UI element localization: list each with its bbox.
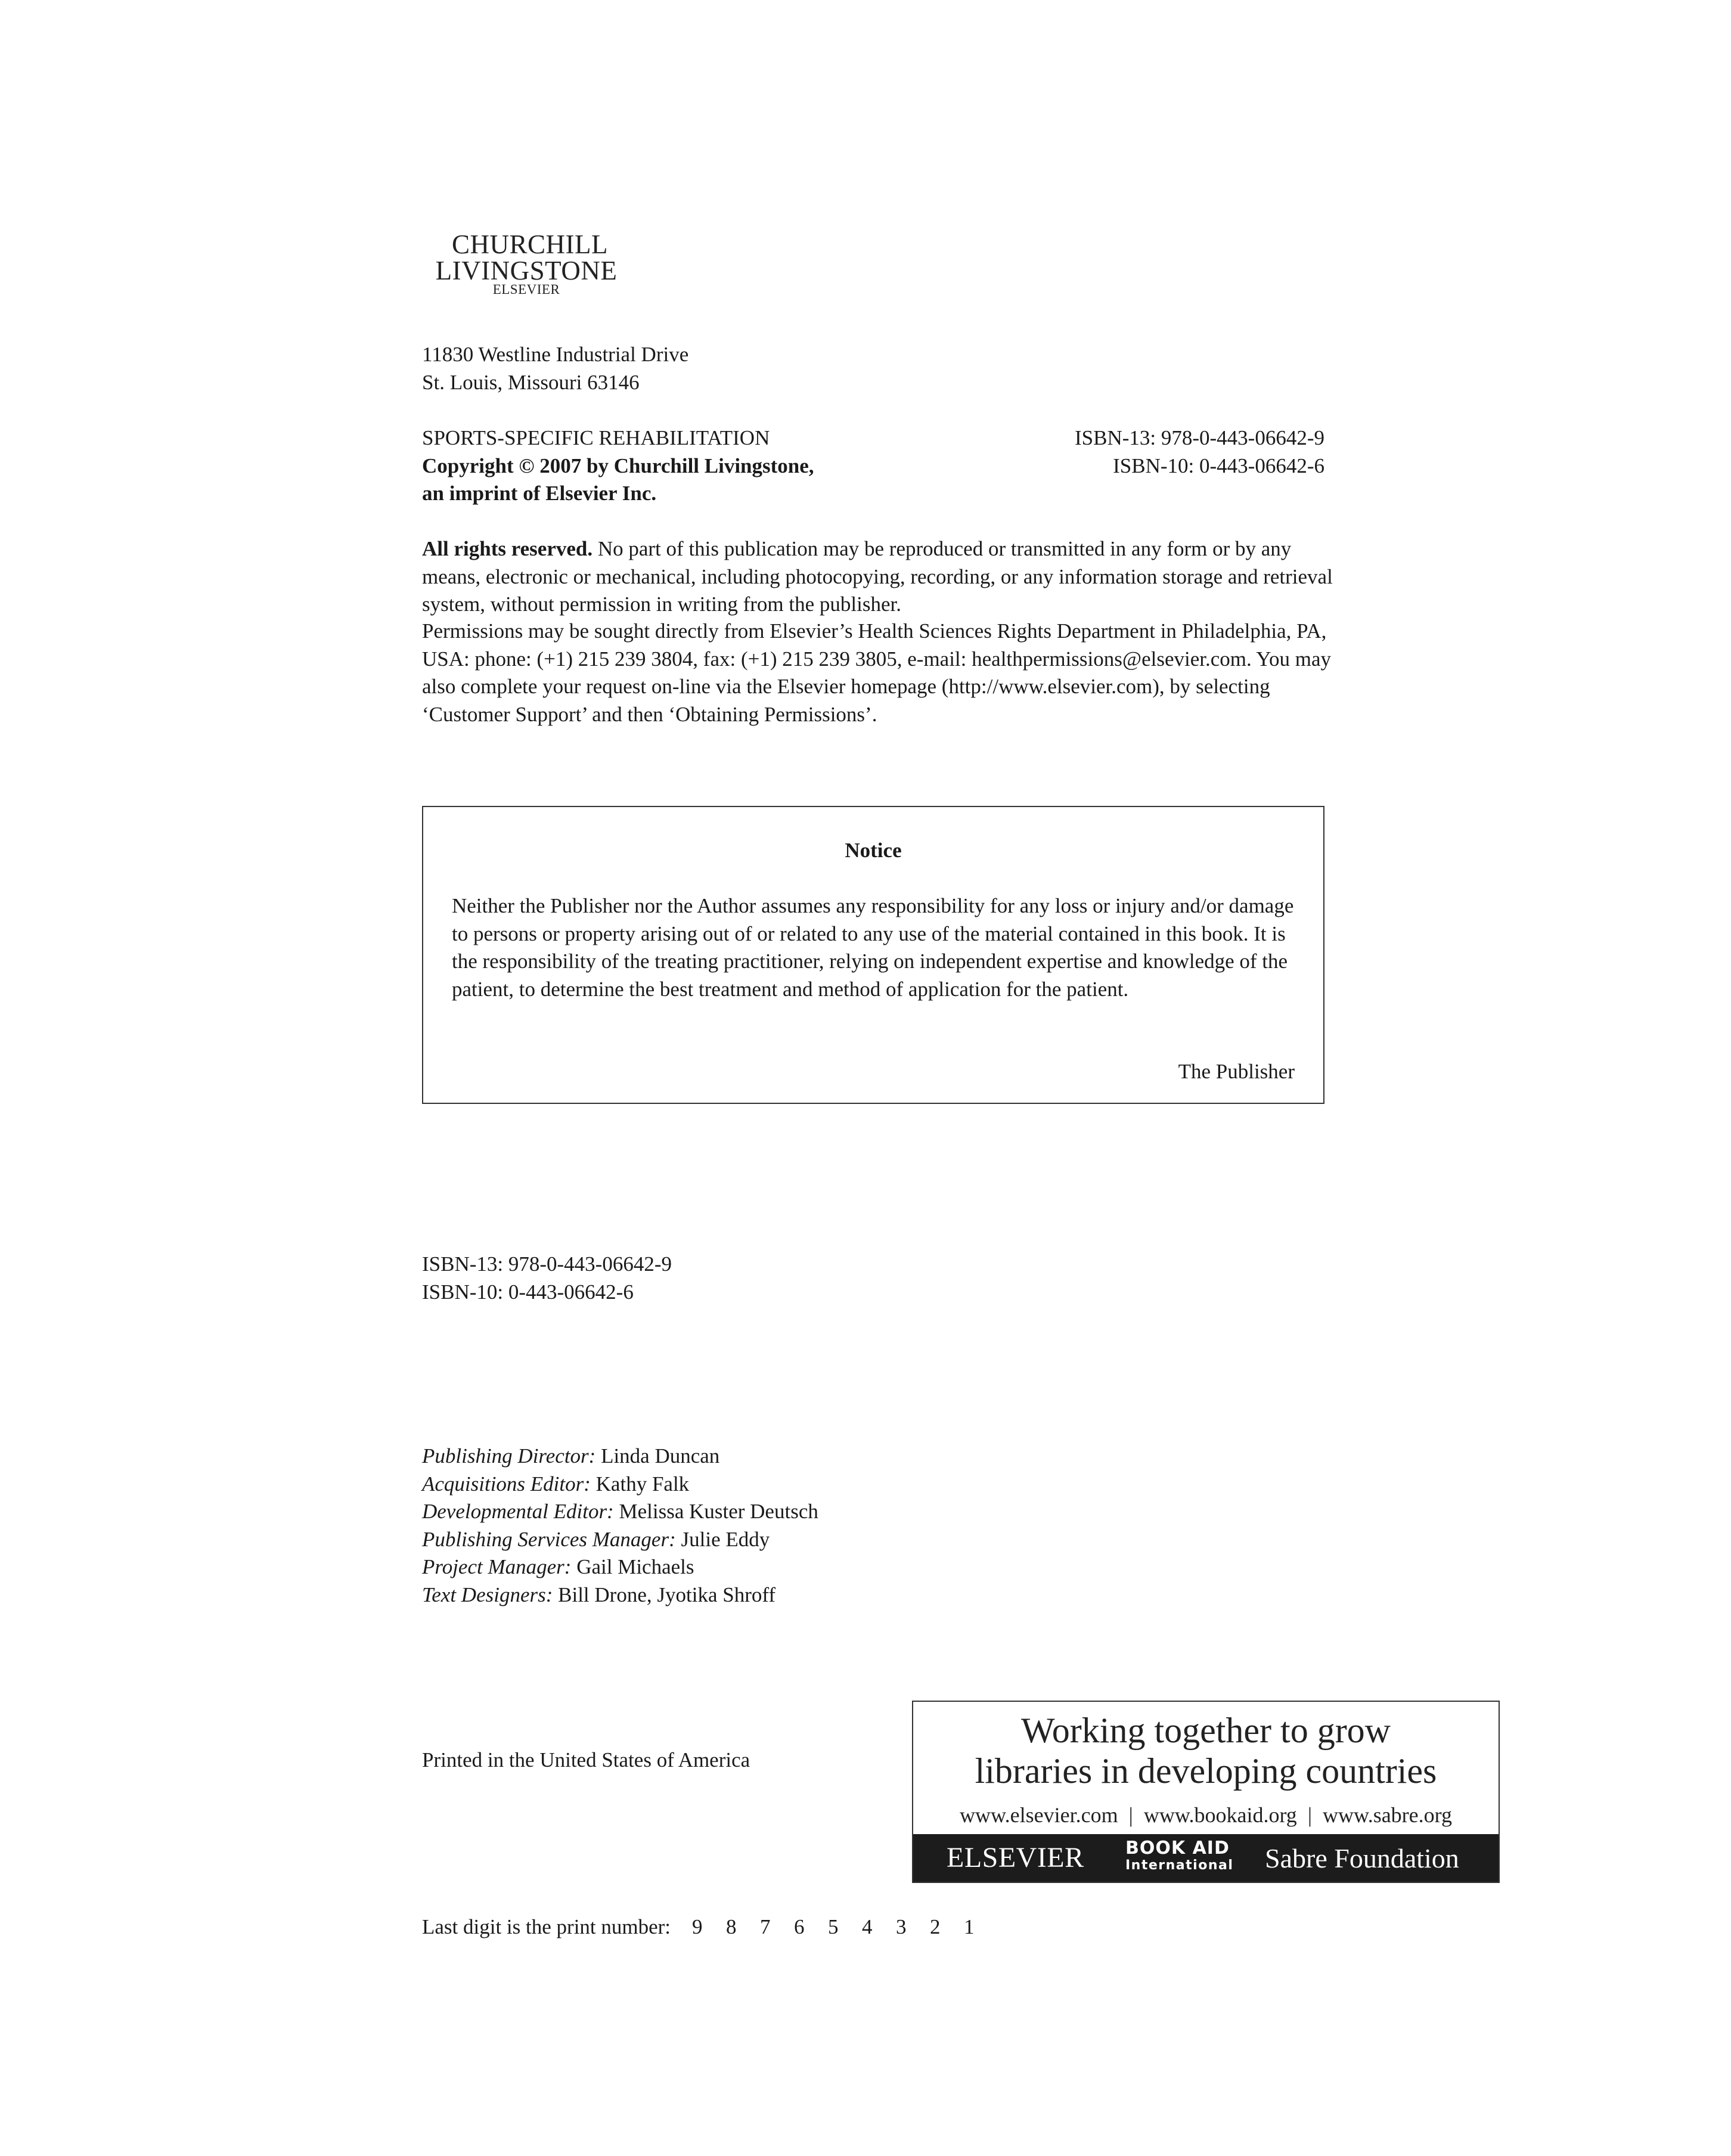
book-aid-line-2: International: [1125, 1858, 1234, 1873]
print-digit: 9: [692, 1915, 703, 1938]
credit-name: Melissa Kuster Deutsch: [613, 1500, 818, 1523]
credit-role: Publishing Services Manager:: [422, 1527, 676, 1551]
book-aid-logo-text: [1125, 1839, 1233, 1873]
book-aid-banner: [912, 1701, 1500, 1883]
credit-row: [422, 1442, 818, 1471]
logo-line-livingstone: LIVINGSTONE: [435, 256, 618, 286]
credit-name: Gail Michaels: [571, 1555, 694, 1578]
print-digit: 5: [828, 1915, 839, 1938]
imprint-line: [422, 480, 814, 508]
rights-lead: All rights reserved.: [422, 537, 593, 560]
isbn-block-top: [978, 424, 1324, 480]
publisher-address: [422, 341, 688, 396]
banner-url-separator: |: [1128, 1803, 1133, 1827]
banner-url-elsevier: www.elsevier.com: [960, 1803, 1118, 1827]
isbn13-lower: ISBN-13: 978-0-443-06642-9: [422, 1252, 672, 1276]
banner-urls: [913, 1802, 1499, 1828]
credit-row: [422, 1553, 818, 1581]
copyright-text: Copyright © 2007 by Churchill Livingstone,: [422, 454, 814, 477]
credit-role: Project Manager:: [422, 1555, 572, 1578]
credit-name: Julie Eddy: [675, 1527, 770, 1551]
print-number-label: Last digit is the print number:: [422, 1915, 671, 1938]
rights-paragraph: [422, 535, 1334, 619]
logo-line-elsevier: ELSEVIER: [492, 282, 560, 297]
publisher-logo: [422, 231, 631, 297]
copyright-line: [422, 452, 814, 480]
print-number-digits: [692, 1913, 998, 1941]
print-digit: 1: [964, 1915, 975, 1938]
print-number-line: [422, 1913, 998, 1941]
notice-title: Notice: [845, 839, 902, 862]
book-aid-line-1: BOOK AID: [1125, 1838, 1230, 1859]
credit-name: Kathy Falk: [590, 1472, 690, 1496]
address-line-2: St. Louis, Missouri 63146: [422, 370, 640, 394]
banner-url-bookaid: www.bookaid.org: [1143, 1803, 1297, 1827]
credit-role: Developmental Editor:: [422, 1500, 614, 1523]
isbn-block-lower: [422, 1251, 672, 1306]
credits-list: [422, 1442, 818, 1609]
credit-row: [422, 1526, 818, 1554]
rights-text: No part of this publication may be reproduced or transmitted in any form or by any means, electronic or mechanical, including photocopying, recording, or any information storage and retrieval system, without permission in writing from the publisher.: [422, 537, 1333, 616]
notice-box: [422, 806, 1324, 1104]
sabre-foundation-logo-text: Sabre Foundation: [1265, 1843, 1459, 1873]
credit-name: Linda Duncan: [595, 1444, 720, 1468]
print-digit: 4: [862, 1915, 873, 1938]
imprint-text: an imprint of Elsevier Inc.: [422, 482, 657, 505]
isbn10-top: ISBN-10: 0-443-06642-6: [1113, 454, 1324, 477]
credit-row: [422, 1581, 818, 1609]
printed-in-line: Printed in the United States of America: [422, 1748, 750, 1772]
credit-role: Acquisitions Editor:: [422, 1472, 591, 1496]
credit-name: Bill Drone, Jyotika Shroff: [553, 1583, 776, 1606]
print-digit: 7: [760, 1915, 771, 1938]
print-digit: 3: [896, 1915, 907, 1938]
banner-headline-2: libraries in developing countries: [975, 1751, 1437, 1791]
banner-url-sabre: www.sabre.org: [1323, 1803, 1452, 1827]
banner-headline-1: Working together to grow: [1020, 1711, 1391, 1750]
credit-row: [422, 1498, 818, 1526]
isbn13-top: ISBN-13: 978-0-443-06642-9: [1075, 426, 1324, 449]
title-block: [422, 424, 814, 508]
permissions-paragraph: Permissions may be sought directly from Elsevier’s Health Sciences Rights Department in Philadelphia, PA, USA: phone: (+1) 215 239 3804, fax: (+1) 215 239 3805, e-mail: healthpermissions@elsevier.com. You may also complete your request on-line via the Elsevier homepage (http://www.elsevier.com), by selecting ‘Customer Support’ and then ‘Obtaining Permissions’.: [422, 619, 1331, 726]
banner-url-separator: |: [1307, 1803, 1313, 1827]
credit-row: [422, 1471, 818, 1499]
banner-logo-bar: [913, 1834, 1499, 1882]
print-digit: 6: [794, 1915, 805, 1938]
address-line-1: 11830 Westline Industrial Drive: [422, 343, 689, 366]
logo-line-churchill: CHURCHILL: [452, 229, 608, 259]
book-title: SPORTS-SPECIFIC REHABILITATION: [422, 426, 770, 449]
print-digit: 2: [930, 1915, 941, 1938]
notice-text: Neither the Publisher nor the Author assumes any responsibility for any loss or injury and/or damage to persons or property arising out of or related to any use of the material contained in this book. It is the responsibility of the treating practitioner, relying on independent expertise and knowledge of the patient, to determine the best treatment and method of application for the patient.: [452, 894, 1294, 1001]
print-digit: 8: [726, 1915, 737, 1938]
credit-role: Publishing Director:: [422, 1444, 596, 1468]
isbn10-lower: ISBN-10: 0-443-06642-6: [422, 1280, 634, 1304]
credit-role: Text Designers:: [422, 1583, 553, 1606]
notice-signature: The Publisher: [1178, 1060, 1295, 1083]
elsevier-logo-text: ELSEVIER: [947, 1842, 1084, 1873]
